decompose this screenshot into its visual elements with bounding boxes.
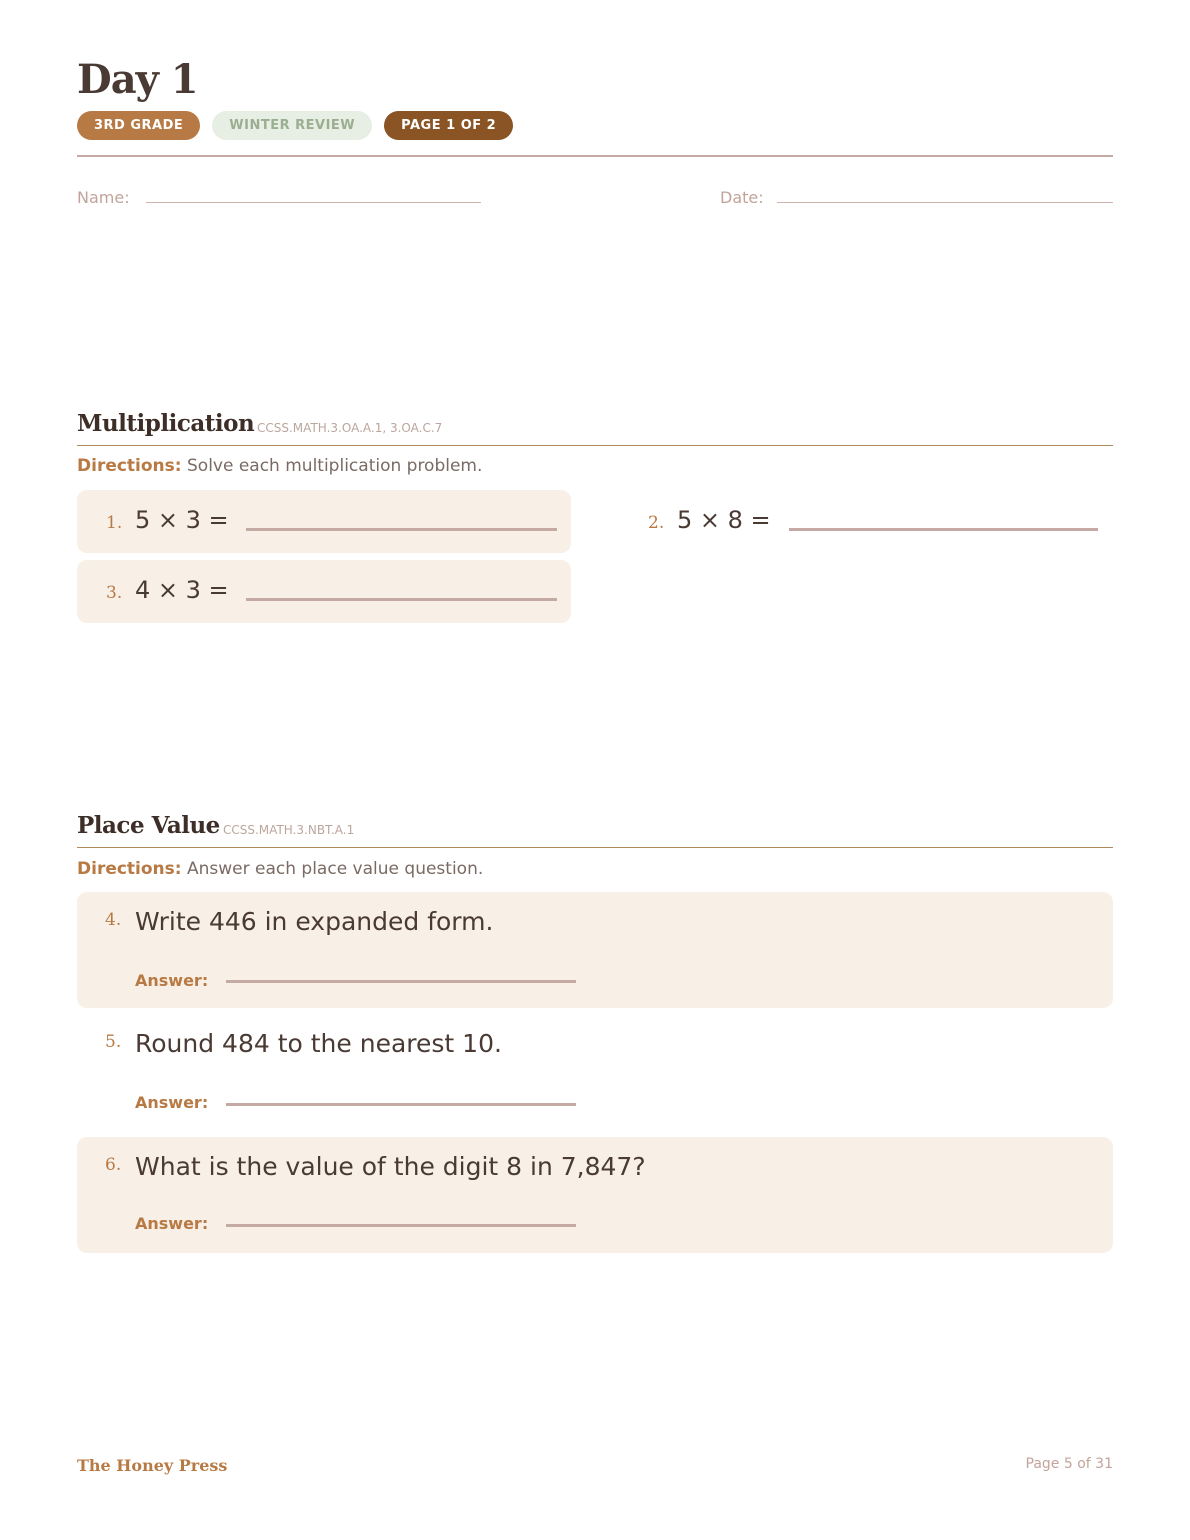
problem-equation: 5 × 3 = xyxy=(135,506,229,534)
answer-line[interactable] xyxy=(226,1224,576,1227)
directions-label: Directions: xyxy=(77,456,182,476)
date-field[interactable] xyxy=(777,202,1113,203)
directions-text: Solve each multiplication problem. xyxy=(187,456,483,476)
place-value-divider xyxy=(77,847,1113,848)
place-value-title: Place Value xyxy=(77,812,220,839)
multiplication-directions xyxy=(77,456,482,476)
place-value-directions xyxy=(77,859,483,879)
directions-label: Directions: xyxy=(77,859,182,879)
answer-line[interactable] xyxy=(226,1103,576,1106)
problem-number: 2. xyxy=(648,513,665,533)
page-title: Day 1 xyxy=(77,56,198,103)
answer-line[interactable] xyxy=(246,598,557,601)
badge-row xyxy=(77,111,513,140)
question-card xyxy=(77,1137,1113,1253)
name-label: Name: xyxy=(77,188,130,207)
page-badge: PAGE 1 OF 2 xyxy=(384,111,513,140)
date-label: Date: xyxy=(720,188,764,207)
answer-label: Answer: xyxy=(135,971,209,990)
multiplication-title: Multiplication xyxy=(77,410,255,437)
question-number: 5. xyxy=(105,1032,122,1052)
question-text: Write 446 in expanded form. xyxy=(135,907,494,936)
problem-card xyxy=(619,490,1113,553)
grade-badge: 3RD GRADE xyxy=(77,111,200,140)
multiplication-standard: CCSS.MATH.3.OA.A.1, 3.OA.C.7 xyxy=(257,421,443,435)
answer-line[interactable] xyxy=(246,528,557,531)
question-number: 6. xyxy=(105,1155,122,1175)
answer-label: Answer: xyxy=(135,1093,209,1112)
question-card xyxy=(77,892,1113,1008)
question-number: 4. xyxy=(105,910,122,930)
answer-line[interactable] xyxy=(226,980,576,983)
question-text: Round 484 to the nearest 10. xyxy=(135,1029,502,1058)
place-value-standard: CCSS.MATH.3.NBT.A.1 xyxy=(223,823,355,837)
review-badge: WINTER REVIEW xyxy=(212,111,372,140)
problem-number: 1. xyxy=(106,513,123,533)
name-field[interactable] xyxy=(146,202,481,203)
directions-text: Answer each place value question. xyxy=(187,859,484,879)
footer-brand: The Honey Press xyxy=(77,1456,228,1475)
multiplication-divider xyxy=(77,445,1113,446)
question-card xyxy=(77,1014,1113,1130)
header-divider xyxy=(77,155,1113,157)
answer-label: Answer: xyxy=(135,1214,209,1233)
problem-equation: 5 × 8 = xyxy=(677,506,771,534)
problem-card xyxy=(77,490,571,553)
problem-number: 3. xyxy=(106,583,123,603)
answer-line[interactable] xyxy=(789,528,1098,531)
footer-page-number: Page 5 of 31 xyxy=(1025,1456,1113,1472)
problem-card xyxy=(77,560,571,623)
problem-equation: 4 × 3 = xyxy=(135,576,229,604)
question-text: What is the value of the digit 8 in 7,847? xyxy=(135,1152,646,1181)
